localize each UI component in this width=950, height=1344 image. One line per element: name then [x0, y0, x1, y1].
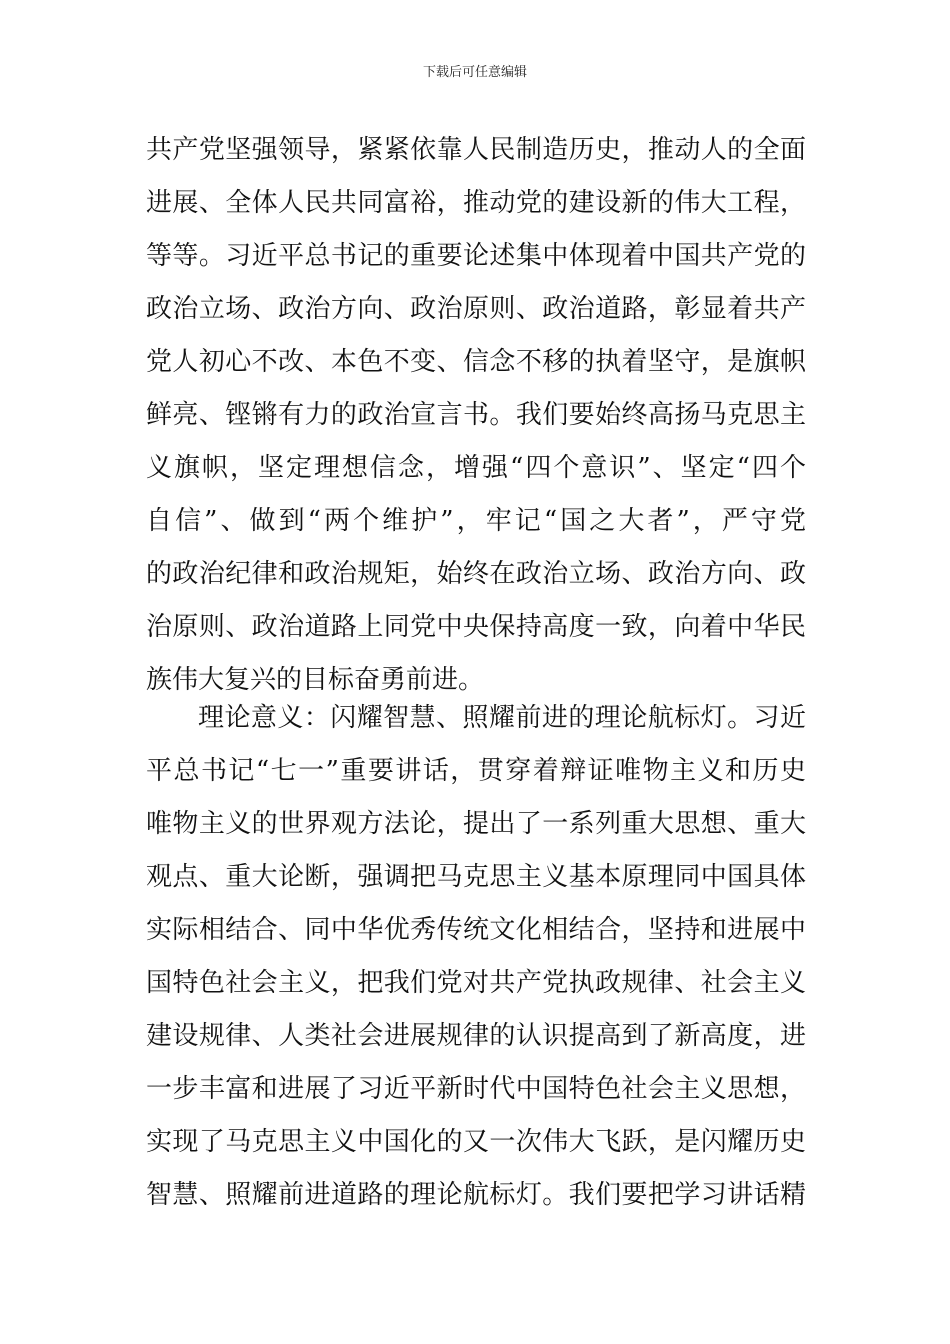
text-line: 实现了马克思主义中国化的又一次伟大飞跃，是闪耀历史 — [146, 1127, 806, 1157]
text-line: 自信”、做到“两个维护”，牢记“国之大者”，严守党 — [146, 506, 806, 536]
text-line: 唯物主义的世界观方法论，提出了一系列重大思想、重大 — [146, 809, 806, 839]
text-line: 建设规律、人类社会进展规律的认识提高到了新高度，进 — [146, 1021, 806, 1051]
text-line: 政治立场、政治方向、政治原则、政治道路，彰显着共产 — [146, 294, 806, 324]
text-line: 鲜亮、铿锵有力的政治宣言书。我们要始终高扬马克思主 — [146, 400, 806, 430]
text-line: 治原则、政治道路上同党中央保持高度一致，向着中华民 — [146, 612, 806, 642]
text-line: 义旗帜，坚定理想信念，增强“四个意识”、坚定“四个 — [146, 453, 806, 483]
text-line: 等等。习近平总书记的重要论述集中体现着中国共产党的 — [146, 241, 806, 271]
text-line: 平总书记“七一”重要讲话，贯穿着辩证唯物主义和历史 — [146, 756, 806, 786]
text-line: 一步丰富和进展了习近平新时代中国特色社会主义思想， — [146, 1074, 806, 1104]
text-line: 实际相结合、同中华优秀传统文化相结合，坚持和进展中 — [146, 915, 806, 945]
paragraph-political-significance — [146, 124, 806, 707]
text-line: 国特色社会主义，把我们党对共产党执政规律、社会主义 — [146, 968, 806, 998]
text-line: 智慧、照耀前进道路的理论航标灯。我们要把学习讲话精 — [146, 1180, 806, 1210]
text-line: 理论意义：闪耀智慧、照耀前进的理论航标灯。习近 — [198, 703, 806, 733]
text-line: 族伟大复兴的目标奋勇前进。 — [146, 665, 485, 695]
text-line: 的政治纪律和政治规矩，始终在政治立场、政治方向、政 — [146, 559, 806, 589]
page-header: 下载后可任意编辑 — [422, 65, 527, 80]
text-line: 党人初心不改、本色不变、信念不移的执着坚守，是旗帜 — [146, 347, 806, 377]
text-line: 共产党坚强领导，紧紧依靠人民制造历史，推动人的全面 — [146, 135, 806, 165]
paragraph-theoretical-significance — [146, 692, 806, 1222]
text-line: 观点、重大论断，强调把马克思主义基本原理同中国具体 — [146, 862, 806, 892]
text-line: 进展、全体人民共同富裕，推动党的建设新的伟大工程， — [146, 188, 806, 218]
